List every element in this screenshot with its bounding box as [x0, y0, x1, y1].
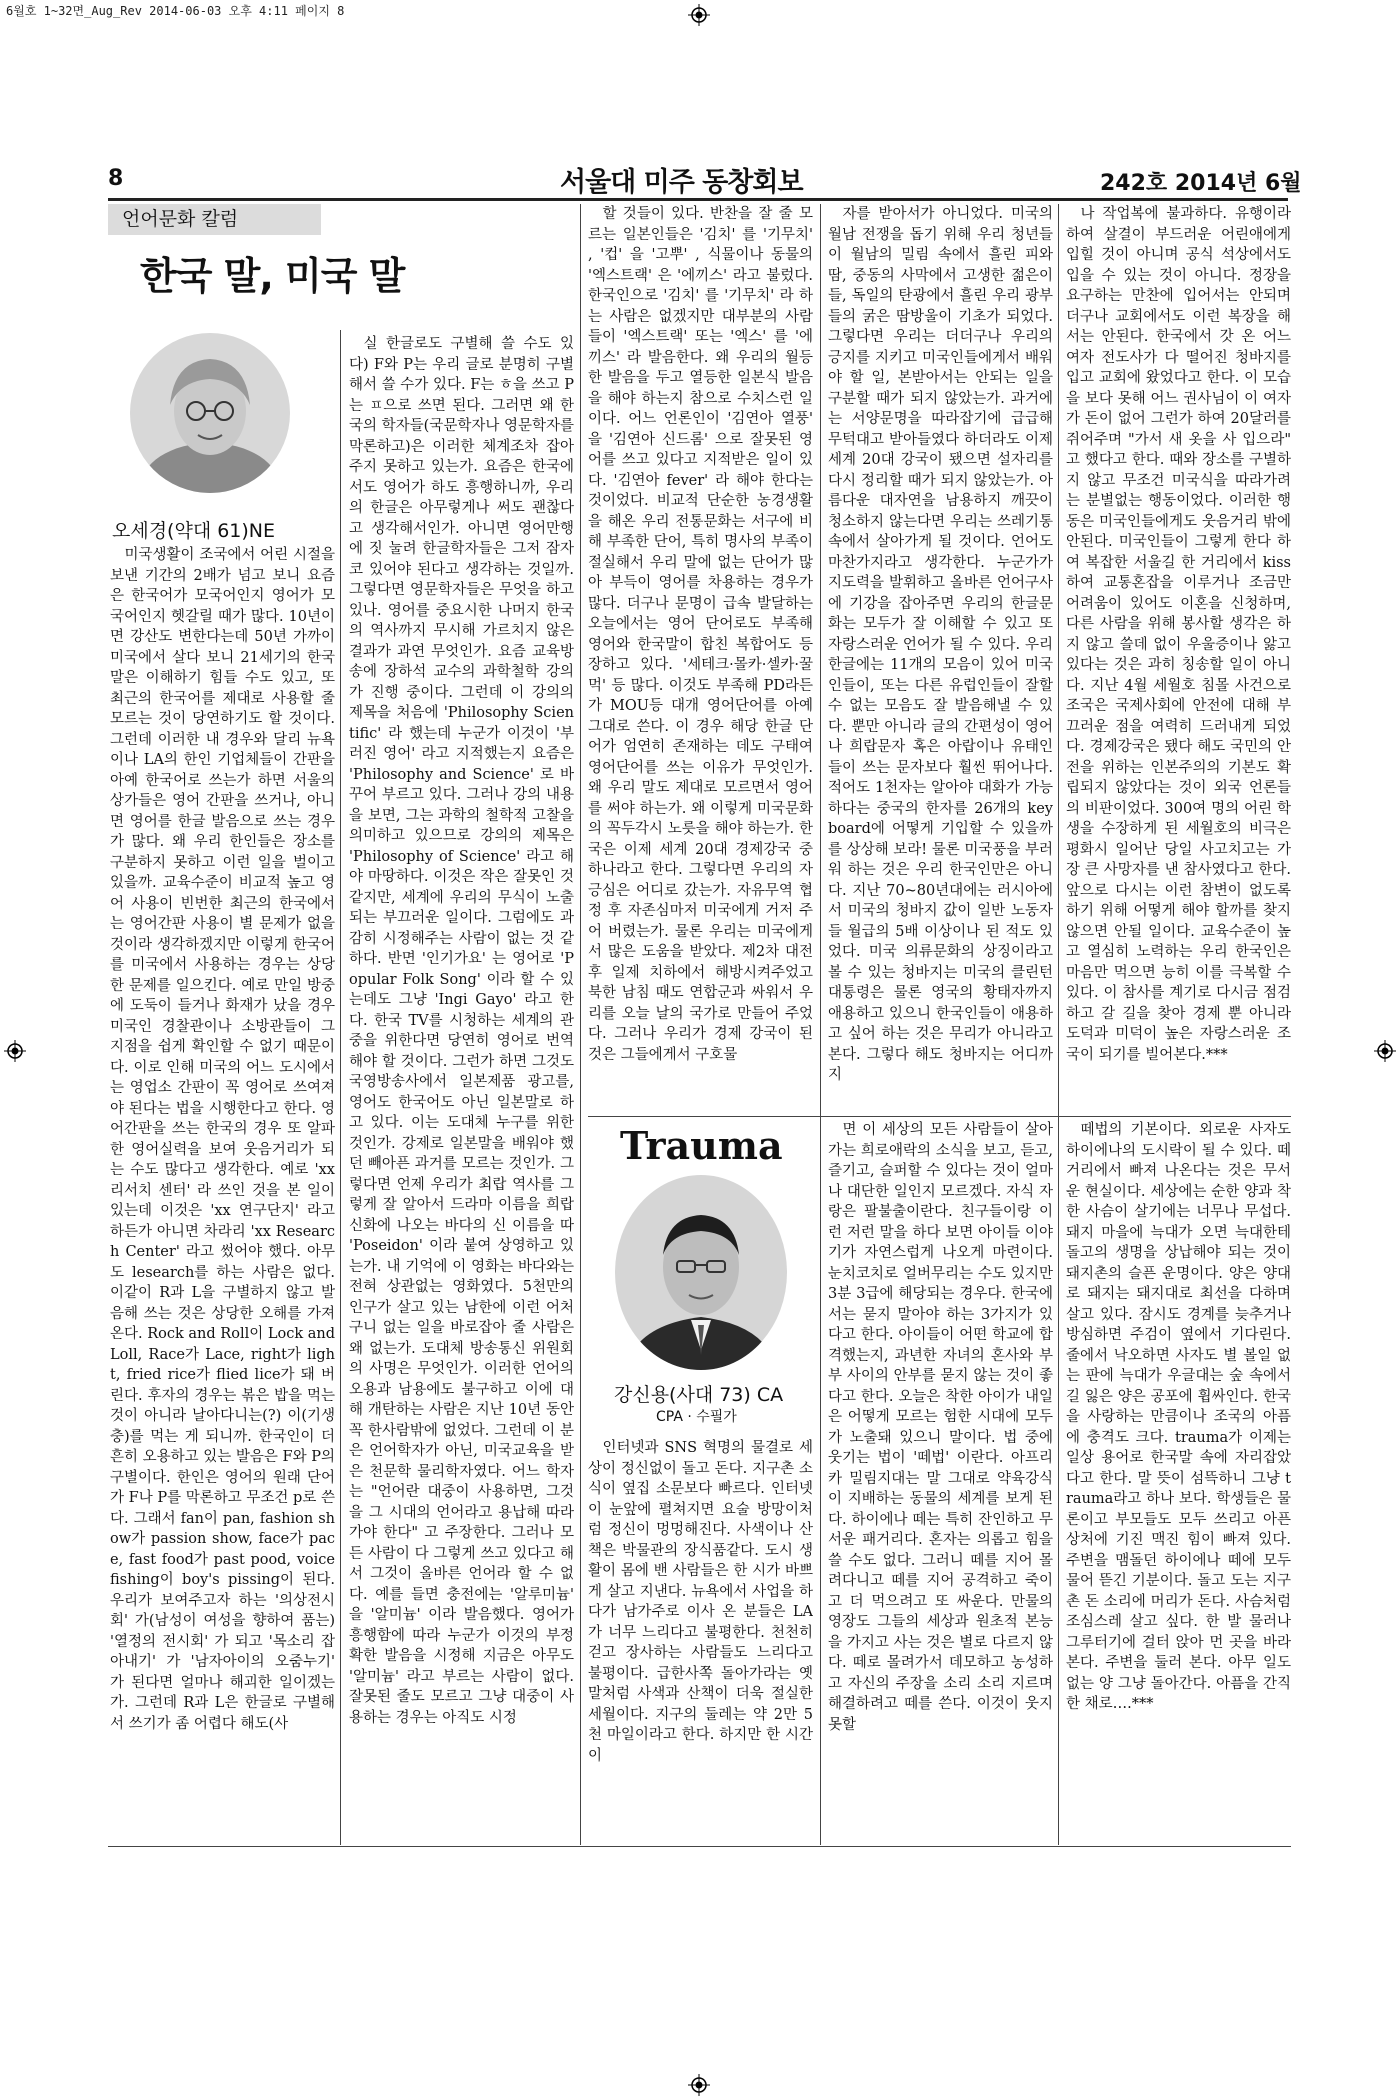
article-column: [828, 1120, 1053, 1844]
author-photo: [130, 333, 290, 493]
column-text: 자를 받아서가 아니었다. 미국의 월남 전쟁을 돕기 위해 우리 청년들이 월남의 밀림 속에서 흘린 피와 땀, 중동의 사막에서 고생한 젊은이들, 독일의 탄광에서 흘린 우리 광부들의 굵은 땀방울이 기초가 되었다. 그렇다면 우리는 더더구나 우리의 긍지를 지키고 미국인들에게서 배워야 할 일, 본받아서는 안되는 일을 구분할 때가 되지 않았는가. 과거에는 서양문명을 따라잡기에 급급해 무턱대고 받아들였다 하더라도 이제 세계 20대 강국이 됐으면 설자리를 다시 정리할 때가 되지 않았는가. 아름다운 대자연을 남용하지 깨끗이 청소하지 않는다면 우리는 쓰레기통 속에서 살아가게 될 것이다. 언어도 마찬가지라고 생각한다. 누군가가 지도력을 발휘하고 올바른 언어구사에 기강을 잡아주면 우리의 한글문화는 모두가 잘 이해할 수 있고 또 자랑스러운 언어가 될 수 있다. 우리 한글에는 11개의 모음이 있어 미국인들이, 또는 다른 유럽인들이 잘할 수 없는 모음도 잘 발음해낼 수 있다. 뿐만 아니라 글의 간편성이 영어나 희랍문자 혹은 아랍이나 유태인들이 쓰는 문자보다 훨씬 뛰어나다. 적어도 1천자는 알아야 대화가 가능하다는 중국의 한자를 26개의 key board에 어떻게 기입할 수 있을까를 상상해 보라! 물론 미국풍을 부러워 하는 것은 우리 한국인만은 아니다. 지난 70~80년대에는 러시아에서 미국의 청바지 값이 일반 노동자들 월급의 5배 이상이나 된 적도 있었다. 미국 의류문화의 상징이라고 볼 수 있는 청바지는 미국의 클린턴 대통령은 물론 영국의 황태자까지 애용하고 있으니 한국인들이 애용하고 싶어 하는 것은 무리가 아니라고 본다. 그렇다 해도 청바지는 어디까지: [828, 206, 1053, 1083]
article-column: [828, 204, 1053, 1114]
column-divider: [1058, 204, 1059, 1845]
column-text: 미국생활이 조국에서 어린 시절을 보낸 기간의 2배가 넘고 보니 요즘은 한국어가 모국어인지 영어가 모국어인지 헷갈릴 때가 많다. 10년이면 강산도 변한다는데 50년 가까이 미국에서 살다 보니 21세기의 한국말은 이해하기 힘들 수도 있고, 또 최근의 한국어를 제대로 사용할 줄 모르는 것이 당연하기도 할 것이다. 그런데 이러한 내 경우와 달리 뉴욕이나 LA의 한인 기업체들이 간판을 아예 한국어로 쓰는가 하면 서울의 상가들은 영어 간판을 쓰거나, 아니면 영어를 한글 발음으로 쓰는 경우가 많다. 왜 우리 한인들은 장소를 구분하지 못하고 이런 일을 벌이고 있을까. 교육수준이 비교적 높고 영어 사용이 빈번한 최근의 한국에서는 영어간판 사용이 별 문제가 없을 것이라 생각하겠지만 이렇게 한국어를 미국에서 사용하는 경우는 상당한 문제를 일으킨다. 예로 만일 방중에 도둑이 들거나 화재가 났을 경우 미국인 경찰관이나 소방관들이 그 지점을 쉽게 확인할 수 없기 때문이다. 이로 인해 미국의 어느 도시에서는 영업소 간판이 꼭 영어로 쓰여져야 된다는 법을 시행한다고 한다. 영어간판을 쓰는 한국의 경우 또 알파한 영어실력을 보여 웃음거리가 되는 수도 많다고 생각한다. 예로 'xx 리서치 센터' 라 쓰인 것을 본 일이 있는데 이것은 'xx 연구단지' 라고 하든가 아니면 차라리 'xx Research Center' 라고 썼어야 했다. 아무도 lesearch를 하는 사람은 없다. 이같이 R과 L을 구별하지 않고 발음해 쓰는 것은 상당한 오해를 가져온다. Rock and Roll이 Lock and Loll, Race가 Lace, right가 light, fried rice가 flied lice가 돼 버린다. 후자의 경우는 볶은 밥을 먹는 것이 아니라 날아다니는(?) 이(기생충)를 먹는 게 되니까. 한국인이 더 흔히 오용하고 있는 발음은 F와 P의 구별이다. 한인은 영어의 원래 단어가 F나 P를 막론하고 무조건 p로 쓴다. 그래서 fan이 pan, fashion show가 passion show, face가 pace, fast food가 past pood, voice fishing이 boy's pissing이 된다. 우리가 보여주고자 하는 '의상전시회' 가(남성이 여성을 향하여 품는) '열정의 전시회' 가 되고 '목소리 잡아내기' 가 '남자아이의 오줌누기' 가 된다면 얼마나 해괴한 일이겠는가. 그런데 R과 L은 한글로 구별해서 쓰기가 좀 어렵다 해도(사: [110, 547, 335, 1732]
registration-mark-icon: [688, 4, 710, 26]
column-text: 할 것들이 있다. 반찬을 잘 줄 모르는 일본인들은 '김치' 를 '기무치' , '컵' 을 '고뿌' , 식물이나 동물의 '엑스트랙' 은 '에끼스' 라고 불렀다. 한국인으로 '김치' 를 '기무치' 라 하는 사람은 없겠지만 대부분의 사람들이 '엑스트랙' 또는 '엑스' 를 '에끼스' 라 발음한다. 왜 우리의 월등한 발음을 두고 열등한 일본식 발음을 해야 하는지 참으로 수치스런 일이다. 어느 언론인이 '김연아 열풍' 을 '김연아 신드롬' 으로 잘못된 영어를 쓰고 있다고 지적받은 일이 있다. '김연아 fever' 라 해야 한다는 것이었다. 비교적 단순한 농경생활을 해온 우리 전통문화는 서구에 비해 부족한 단어, 특히 명사의 부족이 절실해서 우리 말에 없는 단어가 많아 부득이 영어를 차용하는 경우가 많다. 더구나 문명이 급속 발달하는 오늘에서는 영어 단어로도 부족해 영어와 한국말이 합친 복합어도 등장하고 있다. '세테크·몰카·셀카·꿀먹' 등 많다. 이것도 부족해 PD라든가 MOU등 대개 영어단어를 아예 그대로 쓴다. 이 경우 해당 한글 단어가 엄연히 존재하는 데도 구태여 영어단어를 쓰는 이유가 무엇인가. 왜 우리 말도 제대로 모르면서 영어를 써야 하는가. 왜 이렇게 미국문화의 꼭두각시 노릇을 해야 하는가. 한국은 이제 세계 20대 경제강국 중 하나라고 한다. 그렇다면 우리의 자긍심은 어디로 갔는가. 자유무역 협정 후 자존심마저 미국에게 거저 주어 버렸는가. 물론 우리는 미국에게서 많은 도움을 받았다. 제2차 대전후 일제 치하에서 해방시켜주었고 북한 남침 때도 연합군과 싸워서 우리를 오늘 날의 국가로 만들어 주었다. 그러나 우리가 경제 강국이 된 것은 그들에게서 구호물: [588, 206, 813, 1063]
article-title: 한국 말, 미국 말: [140, 254, 405, 298]
page-bottom-rule: [108, 1846, 1291, 1847]
article-separator: [588, 1116, 1291, 1117]
masthead: 서울대 미주 동창회보: [560, 167, 803, 198]
column-text: 실 한글로도 구별해 쓸 수도 있다) F와 P는 우리 글로 분명히 구별해서 쓸 수가 있다. F는 ㅎ을 쓰고 P는 ㅍ으로 쓰면 된다. 그러면 왜 한국의 학자들(국문학자나 영문학자를 막론하고)은 이러한 체계조차 잡아주지 못하고 있는가. 요즘은 한국에서도 영어가 하도 흥행하니까, 우리의 한글은 아무렇게나 써도 괜찮다고 생각해서인가. 아니면 영어만행에 짓 눌려 한글학자들은 그저 잠자코 있어야 된다고 생각하는 것일까. 그렇다면 영문학자들은 무엇을 하고 있나. 영어를 중요시한 나머지 한국의 역사까지 무시해 가르치지 않은 결과가 과연 무엇인가. 요즘 교육방송에 장하석 교수의 과학철학 강의가 진행 중이다. 그런데 이 강의의 제목을 처음에 'Philosophy Scientific' 라 했는데 누군가 이것이 '부러진 영어' 라고 지적했는지 요즘은 'Philosophy and Science' 로 바꾸어 부르고 있다. 그러나 강의 내용을 보면, 그는 과학의 철학적 고찰을 의미하고 있으므로 강의의 제목은 'Philosophy of Science' 라고 해야 마땅하다. 이것은 작은 잘못인 것 같지만, 세계에 우리의 무식이 노출되는 부끄러운 일이다. 그럼에도 과감히 시정해주는 사람이 없는 것 같 하다. 반면 '인기가요' 는 영어로 'Popular Folk Song' 이라 할 수 있는데도 그냥 'Ingi Gayo' 라고 한다. 한국 TV를 시청하는 세계의 관중을 위한다면 당연히 영어로 번역해야 할 것이다. 그런가 하면 그것도 국영방송사에서 일본제품 광고를, 영어도 한국어도 아닌 일본말로 하고 있다. 이는 도대체 누구를 위한 것인가. 강제로 일본말을 배워야 했던 빼아픈 과거를 모르는 것인가. 그렇다면 언제 우리가 최랍 역사를 그렇게 잘 알아서 드라마 이름을 희랍신화에 나오는 바다의 신 이름을 따 'Poseidon' 이라 붙여 상영하고 있는가. 내 기억에 이 영화는 바다와는 전혀 상관없는 영화였다. 5천만의 인구가 살고 있는 남한에 이런 어처구니 없는 일을 바로잡아 줄 사람은 왜 없는가. 도대체 방송통신 위원회의 사명은 무엇인가. 이러한 언어의 오용과 남용에도 불구하고 이에 대해 개탄하는 사람은 지난 10년 동안 꼭 한사람밖에 없었다. 그런데 이 분은 언어학자가 아닌, 미국교육을 받은 천문학 물리학자였다. 어느 학자는 "언어란 대중이 사용하면, 그것을 그 시대의 언어라고 용납해 따라가야 한다" 고 주장한다. 그러나 모든 사람이 다 그렇게 쓰고 있다고 해서 그것이 올바른 언어라 할 수 없다. 예를 들면 충전에는 '알루미늄' 을 '알미늄' 이라 발음했다. 영어가 흥행함에 따라 누군가 이것의 부정확한 발음을 시정해 지금은 아무도 '알미늄' 라고 부르는 사람이 없다. 잘못된 줄도 모르고 그냥 대중이 사용하는 경우는 아직도 시정: [349, 336, 574, 1726]
column-divider: [820, 204, 821, 1845]
section-label: 언어문화 칼럼: [108, 204, 321, 235]
column-text: 면 이 세상의 모든 사람들이 살아가는 희로애락의 소식을 보고, 듣고, 즐기고, 슬퍼할 수 있다는 것이 얼마나 대단한 일인지 모르겠다. 자식 자랑은 팔불출이란다. 친구들이랑 이런 저런 말을 하다 보면 아이들 이야기가 자연스럽게 나오게 마련이다. 눈치코치로 얼버무리는 수도 있지만 3분 3급에 해당되는 경우다. 한국에서는 묻지 말아야 하는 3가지가 있다고 한다. 아이들이 어떤 학교에 합격했는지, 과년한 자녀의 혼사와 부부 사이의 안부를 묻지 않는 것이 좋다고 한다. 오늘은 착한 아이가 내일은 어떻게 모르는 험한 시대에 모두가 노출돼 있으니 말이다. 법 중에 웃기는 법이 '떼법' 이란다. 아프리카 밀림지대는 말 그대로 약육강식이 지배하는 동물의 세계를 보게 된다. 하이에나 떼는 특히 잔인하고 무서운 패거리다. 혼자는 의롭고 힘을 쓸 수도 없다. 그러니 떼를 지어 몰려다니고 떼를 지어 공격하고 죽이고 더 먹으려고 또 싸운다. 만물의 영장도 그들의 세상과 원초적 본능을 가지고 사는 것은 별로 다르지 않다. 떼로 몰려가서 데모하고 농성하고 자신의 주장을 소리 소리 지르며 해결하려고 떼를 쓴다. 이것이 웃지 못할: [828, 1122, 1053, 1733]
article-column: [110, 545, 335, 1843]
header-rule: [108, 198, 1288, 201]
column-divider: [580, 204, 581, 1845]
article-column: [588, 204, 813, 1114]
page-number: 8: [108, 166, 124, 191]
article-column: [588, 1438, 813, 1843]
registration-mark-icon: [4, 1040, 26, 1062]
article-column: [1066, 1120, 1291, 1844]
print-slug: 6월호 1~32면_Aug_Rev 2014-06-03 오후 4:11 페이지 8: [6, 4, 345, 18]
registration-mark-icon: [1374, 1040, 1396, 1062]
column-text: 인터넷과 SNS 혁명의 물결로 세상이 정신없이 돌고 돈다. 지구촌 소식이 옆집 소문보다 빠르다. 인터넷이 눈앞에 펼쳐지면 요술 방망이처럼 정신이 멍멍해진다. 사색이나 산책은 박물관의 장식품같다. 도시 생활이 몸에 밴 사람들은 한 시가 바쁘게 살고 지낸다. 뉴욕에서 사업을 하다가 남가주로 이사 온 분들은 LA가 너무 느리다고 불평한다. 천천히 걷고 장사하는 사람들도 느리다고 불평이다. 급한사쪽 돌아가라는 옛 말처럼 사색과 산책이 더욱 절실한 세월이다. 지구의 둘레는 약 2만 5천 마일이라고 한다. 하지만 한 시간이: [588, 1440, 813, 1764]
article-column: [349, 334, 574, 1844]
author-title: CPA · 수필가: [656, 1409, 737, 1425]
registration-mark-icon: [688, 2074, 710, 2096]
author-photo: [615, 1175, 787, 1370]
column-text: 떼법의 기본이다. 외로운 사자도 하이에나의 도시락이 될 수 있다. 떼거리에서 빠져 나온다는 것은 무서운 현실이다. 세상에는 순한 양과 착한 사슴이 살기에는 너무나 무섭다. 돼지 마을에 늑대가 오면 늑대한테 돌고의 생명을 상납해야 되는 것이 돼지촌의 슬픈 운명이다. 양은 양대로 돼지는 돼지대로 최선을 다하며 살고 있다. 잠시도 경계를 늦추거나 방심하면 주검이 옆에서 기다린다. 줄에서 낙오하면 사자도 별 볼일 없는 판에 늑대가 우글대는 숲 속에서 길 잃은 양은 공포에 휩싸인다. 한국을 사랑하는 만큼이나 조국의 아픔에 충격도 크다. trauma가 이제는 일상 용어로 한국말 속에 자리잡았다고 한다. 말 뜻이 섬뜩하니 그냥 trauma라고 하나 보다. 학생들은 물론이고 부모들도 모두 쓰리고 아픈 상처에 기진 맥진 힘이 빠져 있다. 주변을 맴돌던 하이에나 떼에 모두 물어 뜯긴 기분이다. 돌고 도는 지구촌 돈 소리에 머리가 돈다. 사슴처럼 조심스레 살고 싶다. 한 발 물러나 그루터기에 걸터 앉아 먼 곳을 바라본다. 주변을 둘러 본다. 아무 일도 없는 양 그냥 돌아간다. 아픔을 간직한 채로….***: [1066, 1122, 1291, 1712]
column-text: 나 작업복에 불과하다. 유행이라 하여 살결이 부드러운 어린애에게 입힐 것이 아니며 공식 석상에서도 입을 수 있는 것이 아니다. 정장을 요구하는 만찬에 입어서는 안되며 더구나 교회에서도 이런 복장을 해서는 안된다. 한국에서 갓 온 어느 여자 전도사가 다 떨어진 청바지를 입고 교회에 왔었다고 한다. 이 모습을 보다 못해 어느 권사님이 이 여자가 돈이 없어 그런가 하여 20달러를 쥐어주며 "가서 새 옷을 사 입으라" 고 했다고 한다. 때와 장소를 구별하지 않고 무조건 미국식을 따라가려는 분별없는 행동이었다. 이러한 행동은 미국인들에게도 웃음거리 밖에 안된다. 미국인들이 그렇게 한다 하여 복잡한 서울길 한 거리에서 kiss하여 교통혼잡을 이루거나 조금만 어려움이 있어도 이혼을 신청하며, 다른 사람을 위해 봉사할 생각은 하지 않고 쓸데 없이 우울증이나 앓고 있다는 것은 과히 칭송할 일이 아니다. 지난 4월 세월호 침몰 사건으로 조국은 국제사회에 안전에 대해 부끄러운 점을 여력히 드러내게 되었다. 경제강국은 됐다 해도 국민의 안전을 위하는 인본주의의 기본도 확립되지 않았다는 것이 외국 언론들의 비판이었다. 300여 명의 어린 학생을 수장하게 된 세월호의 비극은 평화시 일어난 당일 사고치고는 가장 큰 사망자를 낸 참사였다고 한다. 앞으로 다시는 이런 참변이 없도록 하기 위해 어떻게 해야 할까를 찾지 않으면 안될 일이다. 교육수준이 높고 열심히 노력하는 우리 한국인은 마음만 먹으면 능히 이를 극복할 수 있다. 이 참사를 계기로 다시금 점검하고 갈 길을 찾아 경제 뿐 아니라 도덕과 미덕이 높은 자랑스러운 조국이 되기를 빌어본다.***: [1066, 206, 1291, 1063]
article-column: [1066, 204, 1291, 1114]
issue-date: 242호 2014년 6월: [1100, 171, 1302, 196]
author-name: 강신용(사대 73) CA: [614, 1384, 784, 1406]
author-name: 오세경(약대 61)NE: [112, 520, 276, 542]
article-title: Trauma: [620, 1123, 783, 1168]
column-divider: [340, 330, 341, 1845]
